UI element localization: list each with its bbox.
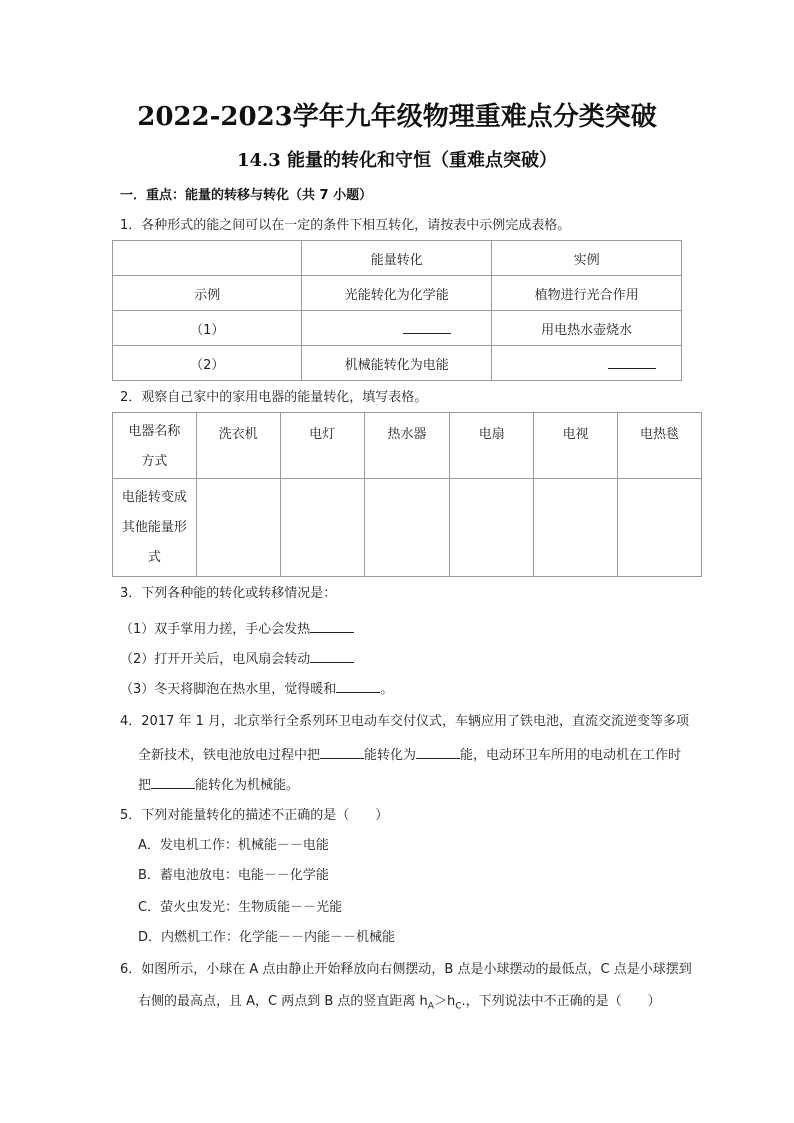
q2-answer-cell[interactable] — [618, 479, 702, 577]
q6-line-2 — [138, 992, 661, 1017]
q2-table — [112, 412, 702, 577]
q1-header-cell — [113, 241, 302, 276]
q4-text: 能转化为机械能。 — [195, 778, 300, 793]
q1-stem: 1．各种形式的能之间可以在一定的条件下相互转化，请按表中示例完成表格。 — [120, 218, 571, 233]
q1-header-cell: 能量转化 — [302, 241, 492, 276]
q4-text: 能，电动环卫车所用的电动机在工作时 — [460, 748, 682, 763]
q4-line-3 — [138, 774, 299, 796]
q1-cell: 机械能转化为电能 — [302, 346, 492, 381]
answer-blank[interactable] — [310, 618, 354, 633]
appliance-header-cell: 热水器 — [364, 413, 450, 479]
appliance-header-cell: 电视 — [534, 413, 618, 479]
q1-answer-blank-cell[interactable] — [492, 346, 682, 381]
table-row — [113, 479, 702, 577]
q3-item-text: （2）打开开关后，电风扇会转动 — [120, 652, 311, 667]
appliance-header-cell: 洗衣机 — [196, 413, 280, 479]
q2-answer-cell[interactable] — [196, 479, 280, 577]
table-row — [113, 346, 682, 381]
q2-answer-cell[interactable] — [534, 479, 618, 577]
row-label-line: 电能转变成 — [121, 490, 187, 505]
answer-blank[interactable] — [403, 319, 451, 334]
q3-item-3 — [120, 678, 393, 700]
table-row — [113, 241, 682, 276]
q5-stem: 5．下列对能量转化的描述不正确的是（ ） — [120, 808, 389, 823]
q1-cell: （1） — [113, 311, 302, 346]
q2-answer-cell[interactable] — [280, 479, 364, 577]
answer-blank[interactable] — [608, 354, 656, 369]
q3-item-text: （3）冬天将脚泡在热水里，觉得暖和 — [120, 682, 337, 697]
q3-item-text: （1）双手掌用力搓，手心会发热 — [120, 622, 311, 637]
q4-text: 把 — [138, 778, 152, 793]
q6-text: ＞h — [433, 994, 456, 1009]
q1-cell: 光能转化为化学能 — [302, 276, 492, 311]
page-title: 2022-2023学年九年级物理重难点分类突破 — [137, 102, 657, 132]
answer-blank[interactable] — [310, 648, 354, 663]
q1-header-cell: 实例 — [492, 241, 682, 276]
q1-table — [112, 240, 682, 381]
q4-line-2 — [138, 744, 681, 766]
q1-answer-blank-cell[interactable] — [302, 311, 492, 346]
q5-option-d[interactable]: D．内燃机工作：化学能－－内能－－机械能 — [138, 930, 396, 945]
q6-line-1: 6．如图所示，小球在 A 点由静止开始释放向右侧摆动，B 点是小球摆动的最低点，C 点是小球摆到 — [120, 962, 692, 977]
subscript-a: A — [427, 1001, 434, 1012]
answer-blank[interactable] — [336, 678, 380, 693]
q5-option-a[interactable]: A．发电机工作：机械能－－电能 — [138, 838, 329, 853]
appliance-header-cell: 电热毯 — [618, 413, 702, 479]
corner-label-line: 电器名称 — [128, 424, 181, 439]
q3-item-1 — [120, 618, 354, 640]
section-heading: 一．重点：能量的转移与转化（共 7 小题） — [120, 188, 373, 203]
q6-text: .，下列说法中不正确的是（ ） — [461, 994, 661, 1009]
q1-cell: （2） — [113, 346, 302, 381]
q4-line-1: 4．2017 年 1 月，北京举行全系列环卫电动车交付仪式，车辆应用了铁电池，直流交流逆变等多项 — [120, 714, 690, 729]
answer-blank[interactable] — [151, 774, 195, 789]
q3-item-2 — [120, 648, 354, 670]
table-row — [113, 311, 682, 346]
q2-row-label-cell — [113, 479, 197, 577]
q1-cell: 用电热水壶烧水 — [492, 311, 682, 346]
table-row — [113, 276, 682, 311]
q3-item-text: 。 — [380, 682, 394, 697]
appliance-header-cell: 电灯 — [280, 413, 364, 479]
q5-option-b[interactable]: B．蓄电池放电：电能－－化学能 — [138, 868, 329, 883]
q4-text: 全新技术，铁电池放电过程中把 — [138, 748, 321, 763]
corner-label-line: 方式 — [141, 454, 168, 469]
row-label-line: 式 — [147, 550, 161, 565]
q3-stem: 3．下列各种能的转化或转移情况是： — [120, 586, 337, 601]
row-label-line: 其他能量形 — [121, 520, 187, 535]
q1-cell: 示例 — [113, 276, 302, 311]
q2-stem: 2．观察自己家中的家用电器的能量转化，填写表格。 — [120, 390, 428, 405]
q6-text: 右侧的最高点，且 A，C 两点到 B 点的竖直距离 h — [138, 994, 428, 1009]
q4-text: 能转化为 — [364, 748, 417, 763]
answer-blank[interactable] — [320, 744, 364, 759]
subscript-c: C — [455, 1001, 462, 1012]
table-row — [113, 413, 702, 479]
q5-option-c[interactable]: C．萤火虫发光：生物质能－－光能 — [138, 900, 343, 915]
q1-cell: 植物进行光合作用 — [492, 276, 682, 311]
q2-corner-cell — [113, 413, 197, 479]
q2-answer-cell[interactable] — [364, 479, 450, 577]
page-subtitle: 14.3 能量的转化和守恒（重难点突破） — [236, 150, 558, 171]
appliance-header-cell: 电扇 — [450, 413, 534, 479]
answer-blank[interactable] — [416, 744, 460, 759]
q2-answer-cell[interactable] — [450, 479, 534, 577]
